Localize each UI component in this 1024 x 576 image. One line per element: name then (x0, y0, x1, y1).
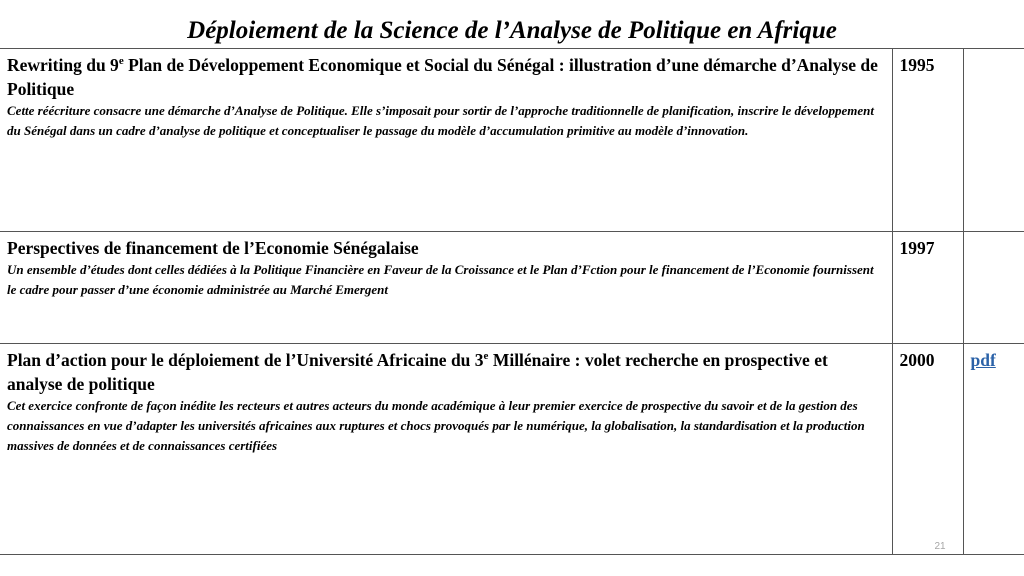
entry-cell (0, 232, 892, 344)
entry-title: Perspectives de financement de l’Economie Sénégalaise (7, 238, 419, 258)
link-cell (963, 232, 1024, 344)
publications-table (0, 48, 1024, 555)
year-cell (892, 232, 963, 344)
table-row (0, 344, 1024, 555)
entry-cell (0, 49, 892, 232)
entry-year: 1997 (899, 238, 935, 258)
entry-year: 1995 (899, 55, 935, 75)
entry-cell (0, 344, 892, 555)
link-cell (963, 344, 1024, 555)
slide-title: Déploiement de la Science de l’Analyse de Politique en Afrique (187, 17, 837, 44)
year-cell (892, 344, 963, 555)
entry-description: Cet exercice confronte de façon inédite les recteurs et autres acteurs du monde académique à leur premier exercice de prospective du savoir et de la gestion des connaissances en vue d’adapter les universités africaines aux ruptures et chocs provoqués par le numérique, la globalisation, la standardisation et la production massives de données et de connaissances certifiées (7, 398, 865, 453)
entry-title: Rewriting du 9e Plan de Développement Economique et Social du Sénégal : illustration d’une démarche d’Analyse de Politique (7, 55, 878, 99)
page-number: 21 (934, 541, 946, 552)
entry-title: Plan d’action pour le déploiement de l’Université Africaine du 3e Millénaire : volet recherche en prospective et analyse de politique (7, 350, 828, 394)
entry-description: Cette réécriture consacre une démarche d’Analyse de Politique. Elle s’imposait pour sortir de l’approche traditionnelle de planification, inscrire le développement du Sénégal dans un cadre d’analyse de politique et conceptualiser le passage du modèle d’accumulation primitive au modèle d’innovation. (7, 103, 874, 138)
table-row (0, 232, 1024, 344)
pdf-link[interactable]: pdf (970, 350, 996, 370)
link-cell (963, 49, 1024, 232)
entry-year: 2000 (899, 350, 935, 370)
entry-description: Un ensemble d’études dont celles dédiées à la Politique Financière en Faveur de la Croissance et le Plan d’Fction pour le financement de l’Economie fournissent le cadre pour passer d’une économie administrée au Marché Emergent (7, 262, 874, 297)
year-cell (892, 49, 963, 232)
table-row (0, 49, 1024, 232)
